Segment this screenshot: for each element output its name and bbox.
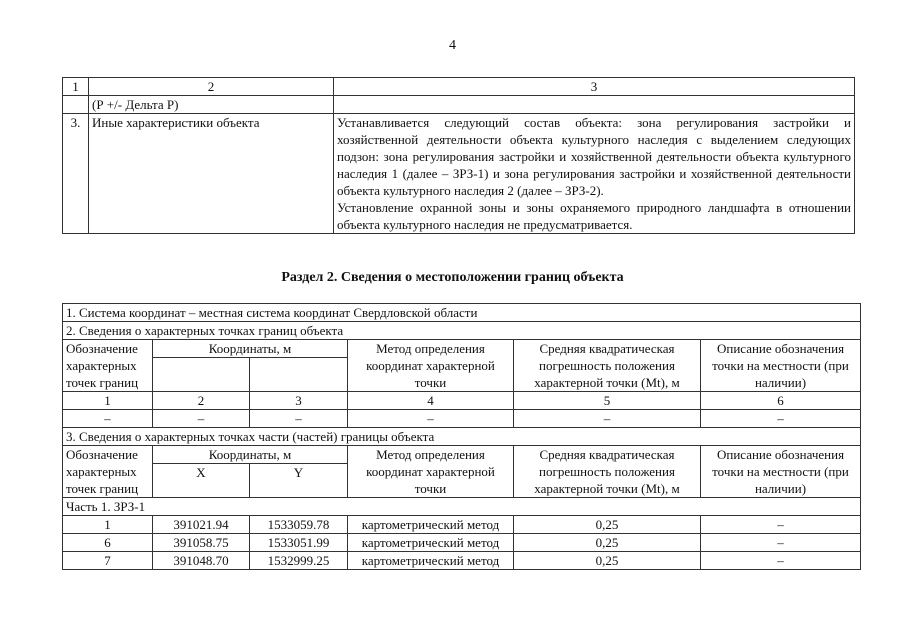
point-description: – (701, 516, 861, 534)
table-row (63, 114, 855, 234)
number-cell: 3 (250, 392, 348, 410)
row-value (334, 96, 855, 114)
point-y: 1533051.99 (250, 534, 348, 552)
col-description-header: Описание обозначения точки на местности (при наличии) (701, 340, 861, 392)
point-error: 0,25 (514, 534, 701, 552)
numbers-row (63, 392, 861, 410)
table-row (63, 534, 861, 552)
point-description: – (701, 534, 861, 552)
dash-row (63, 410, 861, 428)
dash-cell: – (348, 410, 514, 428)
col-error-header: Средняя квадратическая погрешность положения характерной точки (Mt), м (514, 340, 701, 392)
col-method-header: Метод определения координат характерной точки (348, 340, 514, 392)
col-method-header: Метод определения координат характерной точки (348, 446, 514, 498)
row-number: 3. (63, 114, 89, 234)
dash-cell: – (250, 410, 348, 428)
dash-cell: – (153, 410, 250, 428)
col-number-header: 1 (63, 78, 89, 96)
table-row (63, 552, 861, 570)
point-error: 0,25 (514, 516, 701, 534)
col-error-header: Средняя квадратическая погрешность положения характерной точки (Mt), м (514, 446, 701, 498)
part-label-cell: Часть 1. ЗРЗ-1 (63, 498, 861, 516)
col-coords-header: Координаты, м (153, 446, 348, 464)
number-cell: 1 (63, 392, 153, 410)
dash-cell: – (701, 410, 861, 428)
value-paragraph-1: Устанавливается следующий состав объекта: зона регулирования застройки и хозяйственной деятельности объекта культурного наследия с выделением следующих подзон: зона регулирования застройки и хозяйственной деятельности объекта культурного наследия 1 (далее – ЗРЗ-1) и зона регулирования застройки и хозяйственной деятельности объекта культурного наследия 2 (далее – ЗРЗ-2). (337, 115, 851, 198)
number-cell: 5 (514, 392, 701, 410)
point-method: картометрический метод (348, 534, 514, 552)
col-x-header-empty (153, 358, 250, 392)
part-title-cell: 3. Сведения о характерных точках части (частей) границы объекта (63, 428, 861, 446)
point-x: 391048.70 (153, 552, 250, 570)
point-number: 6 (63, 534, 153, 552)
table-header-row (63, 78, 855, 96)
col-designation-header: Обозначение характерных точек границ (63, 446, 153, 498)
point-y: 1532999.25 (250, 552, 348, 570)
number-cell: 4 (348, 392, 514, 410)
boundary-points-table (62, 303, 861, 570)
col-name-header: 2 (89, 78, 334, 96)
point-x: 391058.75 (153, 534, 250, 552)
point-number: 7 (63, 552, 153, 570)
header-row-top (63, 446, 861, 464)
points-title-cell: 2. Сведения о характерных точках границ объекта (63, 322, 861, 340)
part-title-row (63, 428, 861, 446)
table-row (63, 516, 861, 534)
points-title-row (63, 322, 861, 340)
point-error: 0,25 (514, 552, 701, 570)
page-number: 4 (449, 38, 456, 53)
table-row (63, 96, 855, 114)
characteristics-table (62, 77, 855, 234)
number-cell: 2 (153, 392, 250, 410)
row-number (63, 96, 89, 114)
col-description-header: Описание обозначения точки на местности (при наличии) (701, 446, 861, 498)
row-name: (Р +/- Дельта Р) (89, 96, 334, 114)
point-description: – (701, 552, 861, 570)
dash-cell: – (514, 410, 701, 428)
col-y-header-empty (250, 358, 348, 392)
row-name: Иные характеристики объекта (89, 114, 334, 234)
value-paragraph-2: Установление охранной зоны и зоны охраняемого природного ландшафта в отношении объекта культурного наследия не предусматривается. (337, 200, 851, 232)
dash-cell: – (63, 410, 153, 428)
point-method: картометрический метод (348, 552, 514, 570)
col-x-header: X (153, 464, 250, 498)
point-method: картометрический метод (348, 516, 514, 534)
section-title: Раздел 2. Сведения о местоположении границ объекта (281, 270, 624, 285)
col-designation-header: Обозначение характерных точек границ (63, 340, 153, 392)
header-row-top (63, 340, 861, 358)
coord-system-cell: 1. Система координат – местная система координат Свердловской области (63, 304, 861, 322)
point-number: 1 (63, 516, 153, 534)
point-y: 1533059.78 (250, 516, 348, 534)
row-value (334, 114, 855, 234)
point-x: 391021.94 (153, 516, 250, 534)
coord-system-row (63, 304, 861, 322)
col-value-header: 3 (334, 78, 855, 96)
part-label-row (63, 498, 861, 516)
col-y-header: Y (250, 464, 348, 498)
number-cell: 6 (701, 392, 861, 410)
col-coords-header: Координаты, м (153, 340, 348, 358)
